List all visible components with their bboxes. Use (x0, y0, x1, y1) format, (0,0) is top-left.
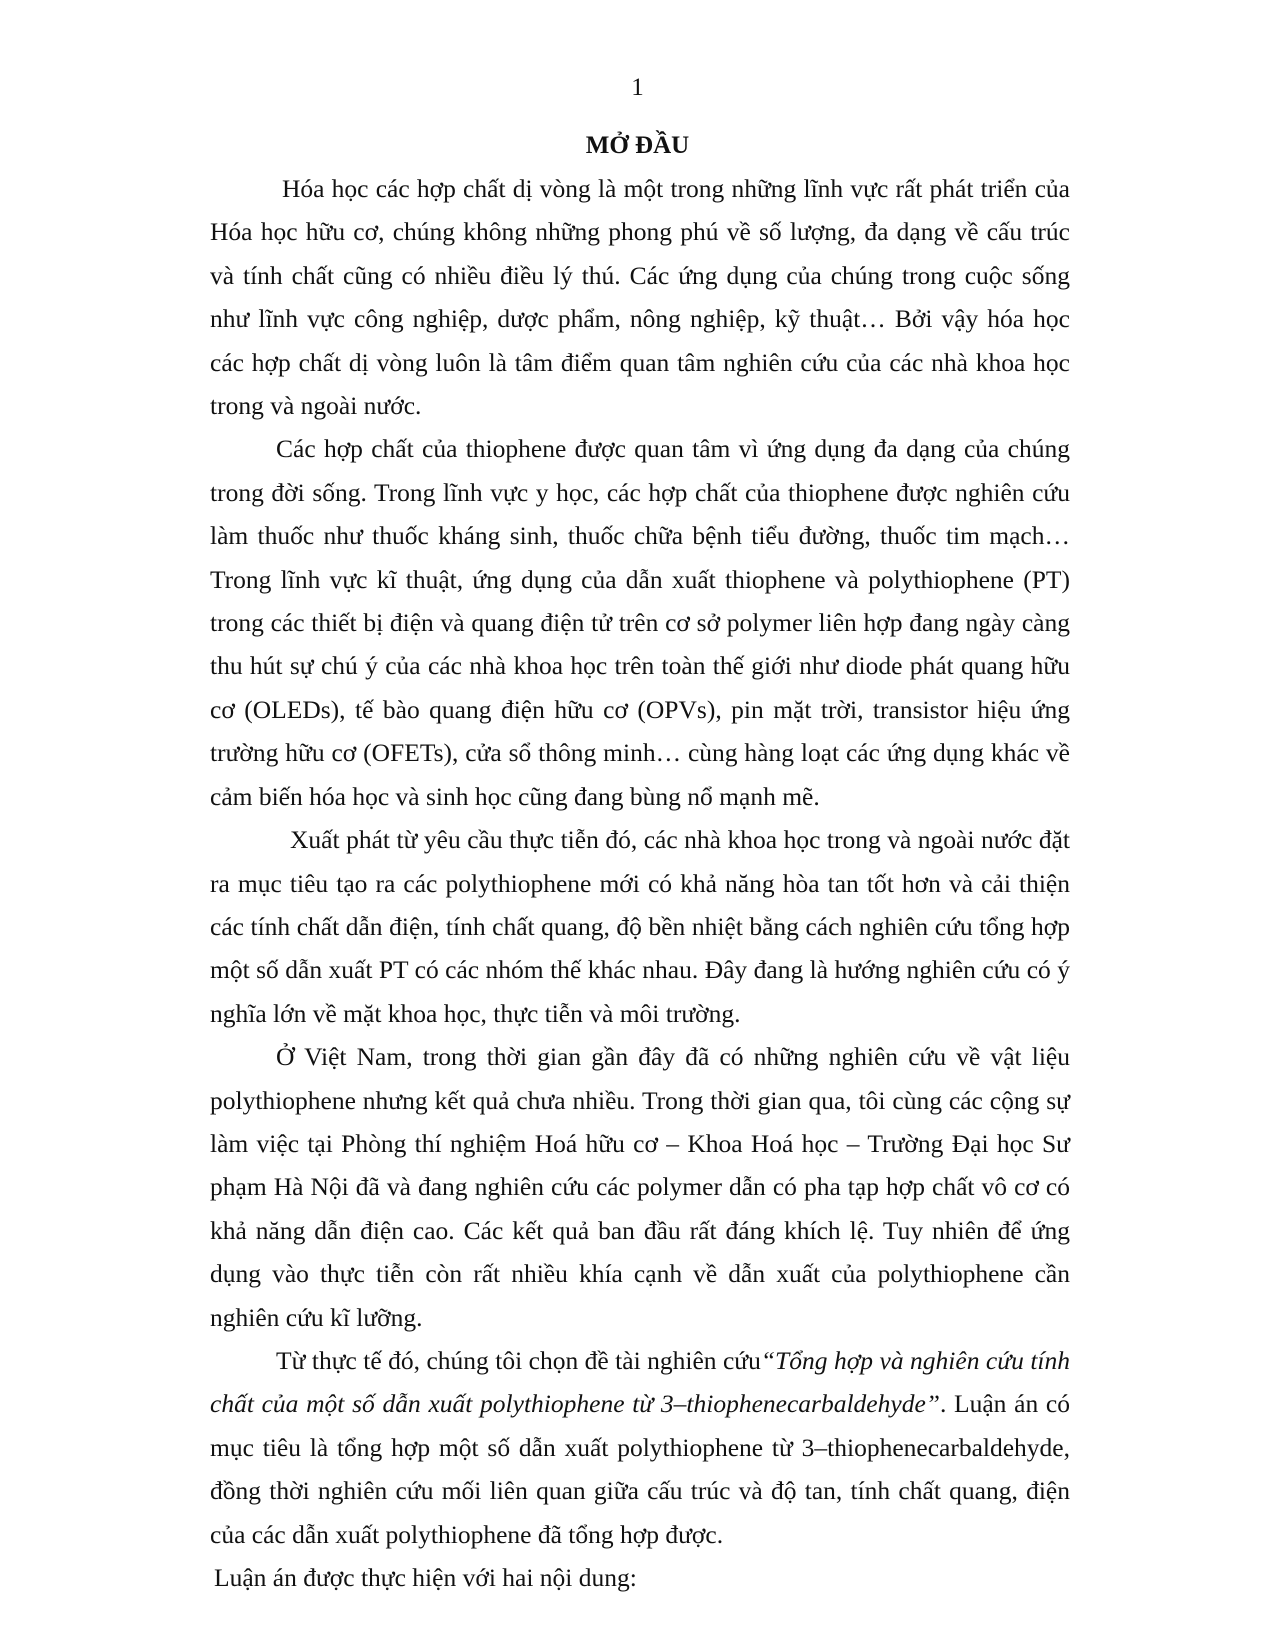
section-heading: MỞ ĐẦU (585, 132, 690, 159)
paragraph-intro: Hóa học các hợp chất dị vòng là một trong những lĩnh vực rất phát triển của Hóa học hữu cơ, chúng không những phong phú về số lượng, đa dạng về cấu trúc và tính chất cũng có nhiều điều lý thú. Các ứng dụng của chúng trong cuộc sống như lĩnh vực công nghiệp, dược phẩm, nông nghiệp, kỹ thuật… Bởi vậy hóa học các hợp chất dị vòng luôn là tâm điểm quan tâm nghiên cứu của các nhà khoa học trong và ngoài nước. (210, 174, 1070, 421)
paragraph-thiophene: Các hợp chất của thiophene được quan tâm vì ứng dụng đa dạng của chúng trong đời sống. Trong lĩnh vực y học, các hợp chất của thiophene được nghiên cứu làm thuốc như thuốc kháng sinh, thuốc chữa bệnh tiểu đường, thuốc tim mạch… Trong lĩnh vực kĩ thuật, ứng dụng của dẫn xuất thiophene và polythiophene (PT) trong các thiết bị điện và quang điện tử trên cơ sở polymer liên hợp đang ngày càng thu hút sự chú ý của các nhà khoa học trên toàn thế giới như diode phát quang hữu cơ (OLEDs), tế bào quang điện hữu cơ (OPVs), pin mặt trời, transistor hiệu ứng trường hữu cơ (OFETs), cửa sổ thông minh… cùng hàng loạt các ứng dụng khác về cảm biến hóa học và sinh học cũng đang bùng nổ mạnh mẽ. (210, 434, 1070, 811)
topic-lead-text: Từ thực tế đó, chúng tôi chọn đề tài nghiên cứu (276, 1345, 761, 1375)
paragraph-motivation: Xuất phát từ yêu cầu thực tiễn đó, các nhà khoa học trong và ngoài nước đặt ra mục tiêu tạo ra các polythiophene mới có khả năng hòa tan tốt hơn và cải thiện các tính chất dẫn điện, tính chất quang, độ bền nhiệt bằng cách nghiên cứu tổng hợp một số dẫn xuất PT có các nhóm thế khác nhau. Đây đang là hướng nghiên cứu có ý nghĩa lớn về mặt khoa học, thực tiễn và môi trường. (210, 825, 1070, 1028)
document-body (210, 167, 1070, 1599)
paragraph-closing: Luận án được thực hiện với hai nội dung: (214, 1563, 637, 1592)
topic-trailing-text: . Luận án có mục tiêu là tổng hợp một số dẫn xuất polythiophene từ 3–thiophenecarbaldehyde, đồng thời nghiên cứu mối liên quan giữa cấu trúc và độ tan, tính chất quang, điện của các dẫn xuất polythiophene đã tổng hợp được. (210, 1389, 1070, 1549)
paragraph-vietnam: Ở Việt Nam, trong thời gian gần đây đã có những nghiên cứu về vật liệu polythiophene nhưng kết quả chưa nhiều. Trong thời gian qua, tôi cùng các cộng sự làm việc tại Phòng thí nghiệm Hoá hữu cơ – Khoa Hoá học – Trường Đại học Sư phạm Hà Nội đã và đang nghiên cứu các polymer dẫn có pha tạp hợp chất vô cơ có khả năng dẫn điện cao. Các kết quả ban đầu rất đáng khích lệ. Tuy nhiên để ứng dụng vào thực tiễn còn rất nhiều khía cạnh về dẫn xuất của polythiophene cần nghiên cứu kĩ lưỡng. (210, 1042, 1070, 1332)
paragraph-topic (210, 1339, 1070, 1556)
thesis-title: “Tổng hợp và nghiên cứu tính chất của một số dẫn xuất polythiophene từ 3–thiophenecarbaldehyde” (210, 1345, 1070, 1419)
page-number: 1 (631, 74, 644, 101)
